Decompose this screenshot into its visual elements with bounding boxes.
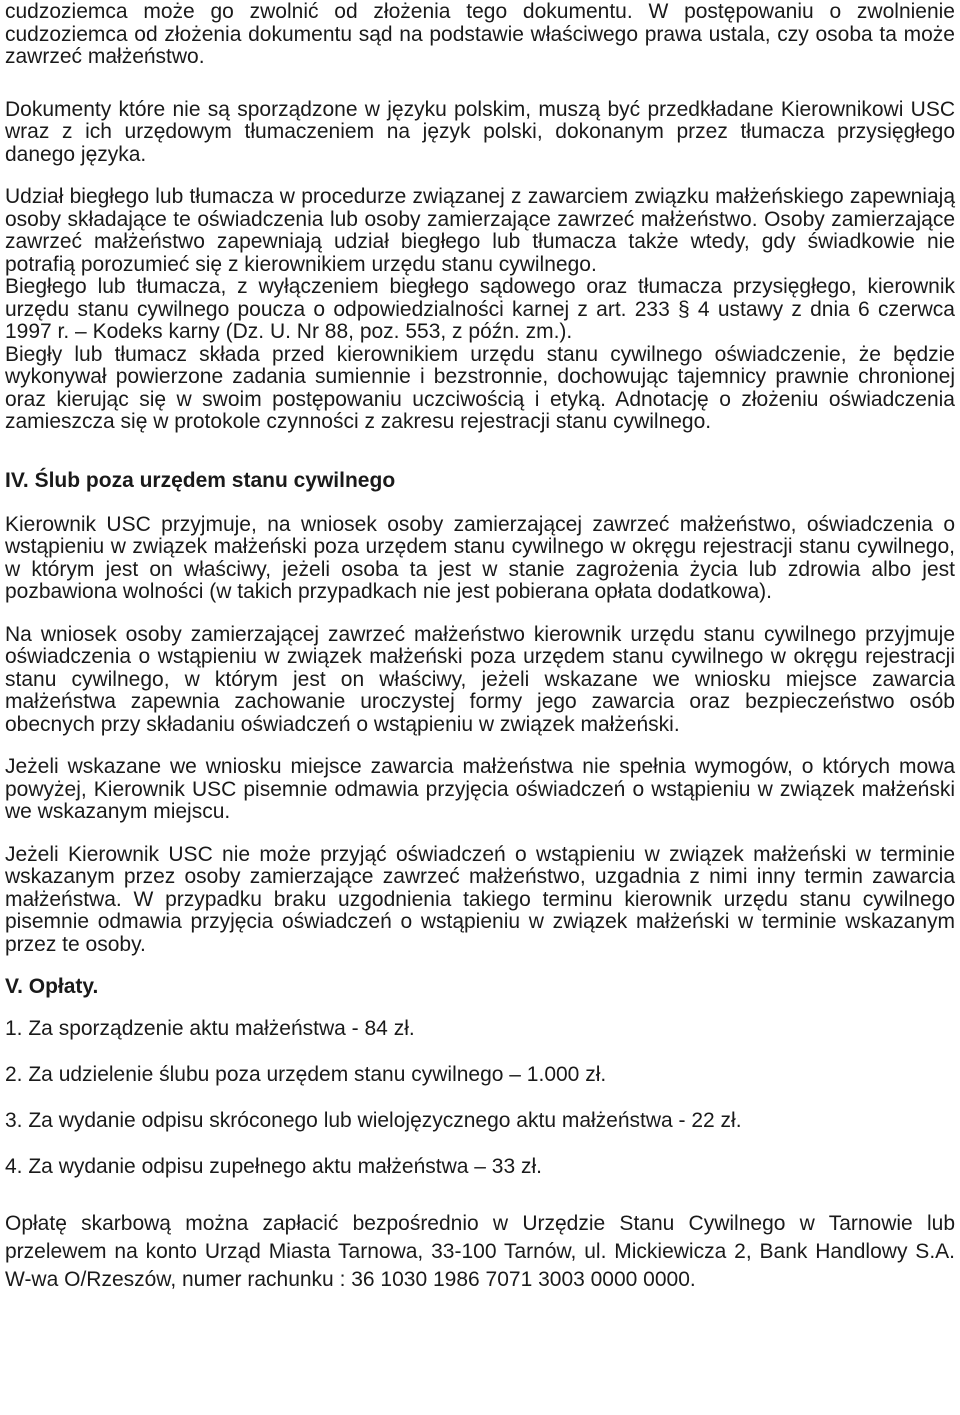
paragraph-place-refusal: Jeżeli wskazane we wniosku miejsce zawarcia małżeństwa nie spełnia wymogów, o których mowa powyżej, Kierownik USC pisemnie odmawia przyjęcia oświadczeń o wstąpieniu w związek małżeński we wskazanym miejscu. [5, 755, 955, 823]
fee-list [5, 1016, 955, 1180]
paragraph-expert-declaration: Biegły lub tłumacz składa przed kierownikiem urzędu stanu cywilnego oświadczenie, że będzie wykonywał powierzone zadania sumiennie i bezstronnie, dochowując tajemnicy prawnie chronionej oraz kierując się w swoim postępowaniu uczciwością i etyką. Adnotację o złożeniu oświadczenia zamieszcza się w protokole czynności z zakresu rejestracji stanu cywilnego. [5, 342, 955, 433]
paragraph-outside-office-request: Na wniosek osoby zamierzającej zawrzeć małżeństwo kierownik urzędu stanu cywilnego przyjmuje oświadczenia o wstąpieniu w związek małżeński poza urzędem stanu cywilnego w okręgu rejestracji stanu cywilnego, w którym jest on właściwy, jeżeli wskazane we wniosku miejsce zawarcia małżeństwa zapewnia zachowanie uroczystej formy jego zawarcia oraz bezpieczeństwo osób obecnych przy składaniu oświadczeń o wstąpieniu w związek małżeński. [5, 622, 955, 736]
paragraph-expert-instruction: Biegłego lub tłumacza, z wyłączeniem biegłego sądowego oraz tłumacza przysięgłego, kierownik urzędu stanu cywilnego poucza o odpowiedzialności karnej z art. 233 § 4 ustawy z dnia 6 czerwca 1997 r. – Kodeks karny (Dz. U. Nr 88, poz. 553, z późn. zm.). [5, 275, 955, 343]
paragraph-foreigner-exemption: cudzoziemca może go zwolnić od złożenia tego dokumentu. W postępowaniu o zwolnienie cudzoziemca od złożenia dokumentu sąd na podstawie właściwego prawa ustala, czy osoba ta może zawrzeć małżeństwo. [5, 0, 955, 68]
fee-item: 3. Za wydanie odpisu skróconego lub wielojęzycznego aktu małżeństwa - 22 zł. [5, 1109, 742, 1132]
section-title-wedding-outside-office: IV. Ślub poza urzędem stanu cywilnego [5, 468, 396, 492]
fee-item: 1. Za sporządzenie aktu małżeństwa - 84 zł. [5, 1017, 415, 1040]
section-title-fees: V. Opłaty. [5, 975, 99, 998]
document-page [5, 0, 955, 1294]
fee-item: 2. Za udzielenie ślubu poza urzędem stanu cywilnego – 1.000 zł. [5, 1063, 607, 1086]
paragraph-date-agreement: Jeżeli Kierownik USC nie może przyjąć oświadczeń o wstąpieniu w związek małżeński w terminie wskazanym przez osoby zamierzające zawrzeć małżeństwo, uzgadnia z nimi inny termin zawarcia małżeństwa. W przypadku braku uzgodnienia takiego terminu kierownik urzędu stanu cywilnego pisemnie odmawia przyjęcia oświadczeń o wstąpieniu w związek małżeński w terminie wskazanym przez te osoby. [5, 842, 955, 956]
paragraph-translated-documents: Dokumenty które nie są sporządzone w języku polskim, muszą być przedkładane Kierownikowi USC wraz z ich urzędowym tłumaczeniem na język polski, dokonanym przez tłumacza przysięgłego danego języka. [5, 97, 955, 166]
paragraph-expert-participation: Udział biegłego lub tłumacza w procedurze związanej z zawarciem związku małżeńskiego zapewniają osoby składające te oświadczenia lub osoby zamierzające zawrzeć małżeństwo. Osoby zamierzające zawrzeć małżeństwo zapewniają udział biegłego lub tłumacza także wtedy, gdy świadkowie nie potrafią porozumieć się z kierownikiem urzędu stanu cywilnego. [5, 185, 955, 276]
paragraph-outside-office-danger: Kierownik USC przyjmuje, na wniosek osoby zamierzającej zawrzeć małżeństwo, oświadczenia o wstąpieniu w związek małżeński poza urzędem stanu cywilnego w okręgu rejestracji stanu cywilnego, w którym jest on właściwy, jeżeli osoba ta jest w stanie zagrożenia życia lub zdrowia albo jest pozbawiona wolności (w takich przypadkach nie jest pobierana opłata dodatkowa). [5, 512, 955, 603]
paragraph-payment-info: Opłatę skarbową można zapłacić bezpośrednio w Urzędzie Stanu Cywilnego w Tarnowie lub przelewem na konto Urząd Miasta Tarnowa, 33-100 Tarnów, ul. Mickiewicza 2, Bank Handlowy S.A. W-wa O/Rzeszów, numer rachunku : 36 1030 1986 7071 3003 0000 0000. [5, 1212, 955, 1291]
fee-item: 4. Za wydanie odpisu zupełnego aktu małżeństwa – 33 zł. [5, 1155, 542, 1178]
